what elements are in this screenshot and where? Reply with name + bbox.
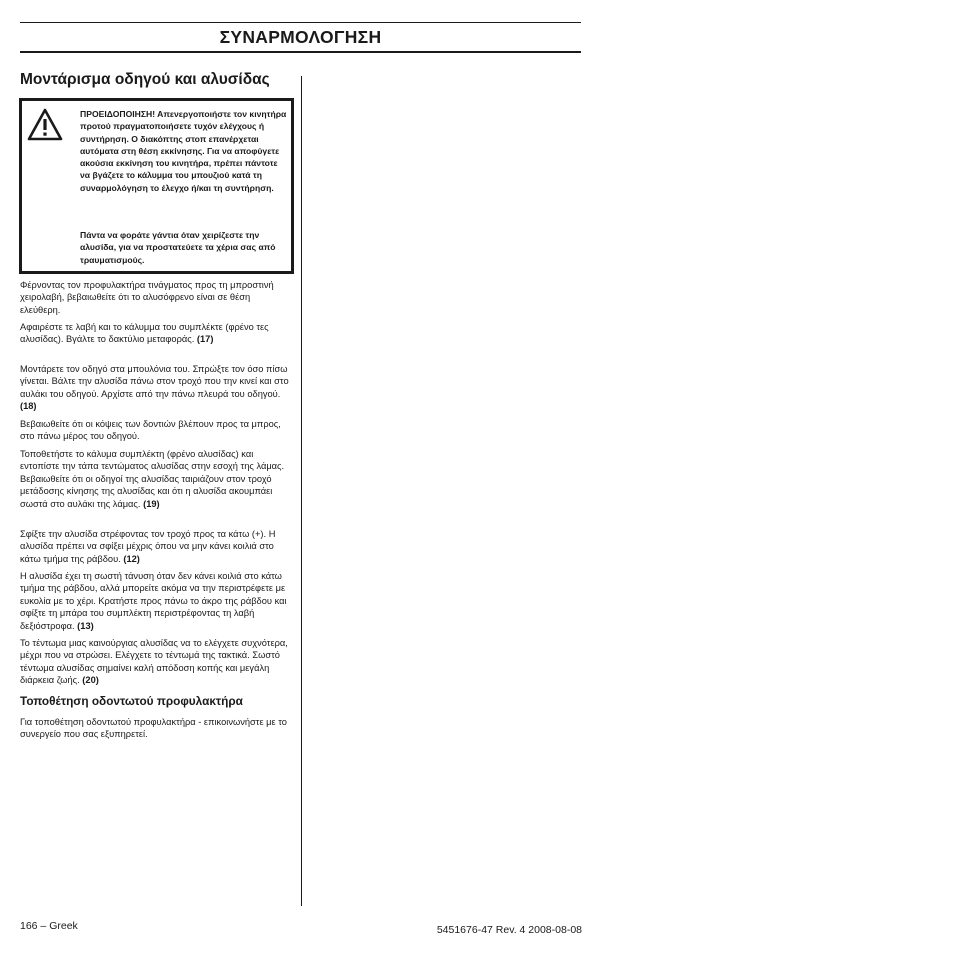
figure-ref: (18) [20, 401, 37, 412]
header-bottom-rule [20, 51, 581, 53]
paragraph-check-tension: Το τέντωμα μιας καινούργιας αλυσίδας να το ελέγχετε συχνότερα, μέχρι που να στρώσει. Ελέγχετε το τέντωμά της τακτικά. Σωστό τέντωμα αλυσίδας σημαίνει καλή απόδοση κοπής και μεγάλη διάρκεια ζωής. (20) [20, 638, 288, 686]
figure-ref: (19) [143, 498, 160, 509]
warning-triangle-icon [27, 108, 63, 141]
section-title: ΣΥΝΑΡΜΟΛΟΓΗΣΗ [219, 27, 382, 47]
figure-ref: (20) [82, 675, 99, 686]
warning-text: ΠΡΟΕΙΔΟΠΟΙΗΣΗ! Απενεργοποιήστε τον κινητήρα προτού πραγματοποιήσετε τυχόν ελέγχους ή συντήρηση. Ο διακόπτης στοπ επανέρχεται αυτόματα στη θέση εκκίνησης. Για να αποφύγετε ακούσια εκκίνηση του κινητήρα, πρέπει πάντοτε να βγάζετε το κάλυμμα του μπουζιού κατά τη συναρμολόγηση το έλεγχο ή/και τη συντήρηση. [80, 109, 287, 193]
column-divider [301, 76, 302, 906]
paragraph-correct-tension: Η αλυσίδα έχει τη σωστή τάνυση όταν δεν κάνει κοιλιά στο κάτω τμήμα της ράβδου, αλλά μπορείτε ακόμα να την περιστρέφετε με ευκολία με το χέρι. Κρατήστε προς πάνω το άκρο της ράβδου και σφίξτε τη μπάρα του συμπλέκτη περιστρέφοντας τη λαβή δεξιόστροφα. (13) [20, 571, 287, 631]
figure-ref: (17) [196, 334, 214, 345]
paragraph-mount-bar: Μοντάρετε τον οδηγό στα μπουλόνια του. Σπρώξτε τον όσο πίσω γίνεται. Βάλτε την αλυσίδα πάνω στον τροχό που την κινεί και στο αυλάκι του οδηγού. Αρχίστε από την πάνω πλευρά του οδηγού. (18) [20, 364, 289, 412]
header-top-rule [20, 22, 581, 23]
warning-box [19, 98, 294, 274]
document-id: 5451676-47 Rev. 4 2008-08-08 [436, 924, 582, 936]
figure-ref: (13) [77, 620, 94, 631]
paragraph-fit-cover: Τοποθετήστε το κάλυμα συμπλέκτη (φρένο αλυσίδας) και εντοπίστε την τάπα τεντώματος αλυσίδας στην εσοχή της λάμας. Βεβαιωθείτε ότι οι οδηγοί της αλυσίδας ταιριάζουν στον τροχό μετάδοσης κίνησης της αλυσίδας και ότι η αλυσίδα ακουμπάει σωστά στο αυλάκι της λάμας. (19) [20, 449, 285, 509]
paragraph-remove-cover: Αφαιρέστε τε λαβή και το κάλυμμα του συμπλέκτε (φρένο τες αλυσίδας). Βγάλτε το δακτύλιο μεταφοράς. (17) [20, 322, 269, 345]
figure-ref: (12) [123, 553, 140, 564]
subheading-spike-bumper: Τοποθέτηση οδοντωτού προφυλακτήρα [20, 694, 243, 708]
page-number: 166 – Greek [20, 920, 78, 932]
subsection-title: Μοντάρισμα οδηγού και αλυσίδας [20, 71, 270, 88]
paragraph-cutter-direction: Βεβαιωθείτε ότι οι κόψεις των δοντιών βλέπουν προς τα μπρος, στο πάνω μέρος του οδηγού. [20, 419, 281, 442]
gloves-warning-text: Πάντα να φοράτε γάντια όταν χειρίζεστε την αλυσίδα, για να προστατεύετε τα χέρια σας από τραυματισμούς. [80, 230, 276, 265]
paragraph-spike-bumper: Για τοποθέτηση οδοντωτού προφυλακτήρα - επικοινωνήστε με το συνεργείο που σας εξυπηρετεί. [20, 717, 287, 740]
paragraph-tension-chain: Σφίξτε την αλυσίδα στρέφοντας τον τροχό προς τα κάτω (+). Η αλυσίδα πρέπει να σφίξει μέχρις όπου να μην κάνει κοιλιά στο κάτω τμήμα της ράβδου. (12) [20, 529, 276, 564]
paragraph-chain-brake: Φέρνοντας τον προφυλακτήρα τινάγματος προς τη μπροστινή χειρολαβή, βεβαιωθείτε ότι το αλυσόφρενο είναι σε θέση ελεύθερη. [20, 280, 274, 315]
